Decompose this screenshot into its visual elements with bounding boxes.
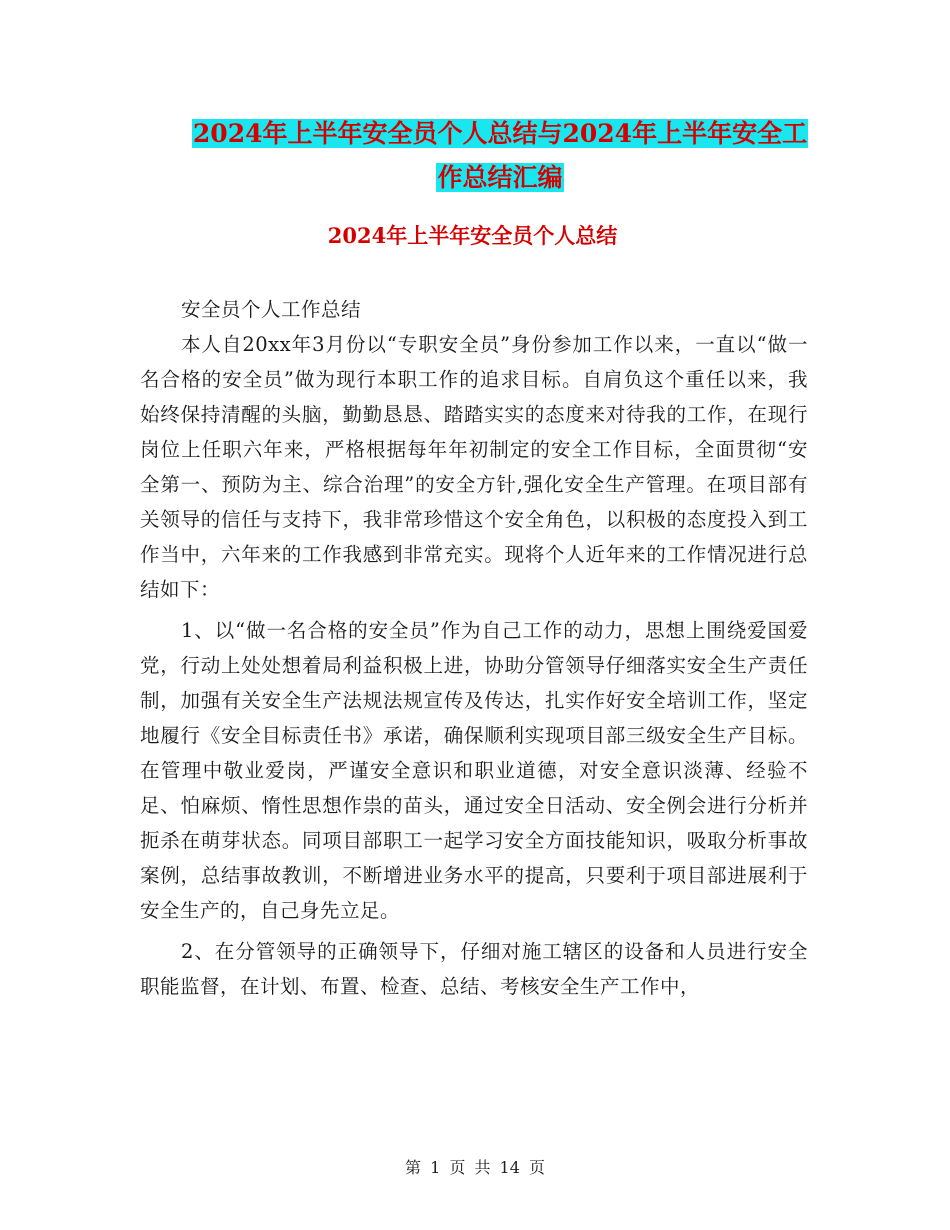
document-body: [140, 292, 808, 1010]
title-line-2: 作总结汇编: [437, 163, 563, 192]
paragraph: 2、在分管领导的正确领导下，仔细对施工辖区的设备和人员进行安全职能监督，在计划、布置、检查、总结、考核安全生产工作中，: [140, 940, 808, 998]
section-title: 2024年上半年安全员个人总结: [327, 223, 618, 248]
paragraph: 1、以“做一名合格的安全员”作为自己工作的动力，思想上围绕爱国爱党，行动上处处想着局利益积极上进，协助分管领导仔细落实安全生产责任制，加强有关安全生产法规法规宣传及传达，扎实作好安全培训工作，坚定地履行《安全目标责任书》承诺，确保顺利实现项目部三级安全生产目标。在管理中敬业爱岗，严谨安全意识和职业道德，对安全意识淡薄、经验不足、怕麻烦、惰性思想作祟的苗头，通过安全日活动、安全例会进行分析并扼杀在萌芽状态。同项目部职工一起学习安全方面技能知识，吸取分析事故案例，总结事故教训，不断增进业务水平的提高，只要利于项目部进展利于安全生产的，自己身先立足。: [140, 619, 808, 922]
page-footer: 第 1 页 共 14 页: [405, 1158, 545, 1177]
paragraph: 本人自20xx年3月份以“专职安全员”身份参加工作以来，一直以“做一名合格的安全员”做为现行本职工作的追求目标。自肩负这个重任以来，我始终保持清醒的头脑，勤勤恳恳、踏踏实实的态度来对待我的工作，在现行岗位上任职六年来，严格根据每年年初制定的安全工作目标，全面贯彻“安全第一、预防为主、综合治理”的安全方针,强化安全生产管理。在项目部有关领导的信任与支持下，我非常珍惜这个安全角色，以积极的态度投入到工作当中，六年来的工作我感到非常充实。现将个人近年来的工作情况进行总结如下：: [140, 333, 808, 601]
paragraph: 安全员个人工作总结: [180, 298, 361, 321]
document-title: [140, 112, 860, 200]
title-line-1: 2024年上半年安全员个人总结与2024年上半年安全工: [192, 119, 808, 148]
